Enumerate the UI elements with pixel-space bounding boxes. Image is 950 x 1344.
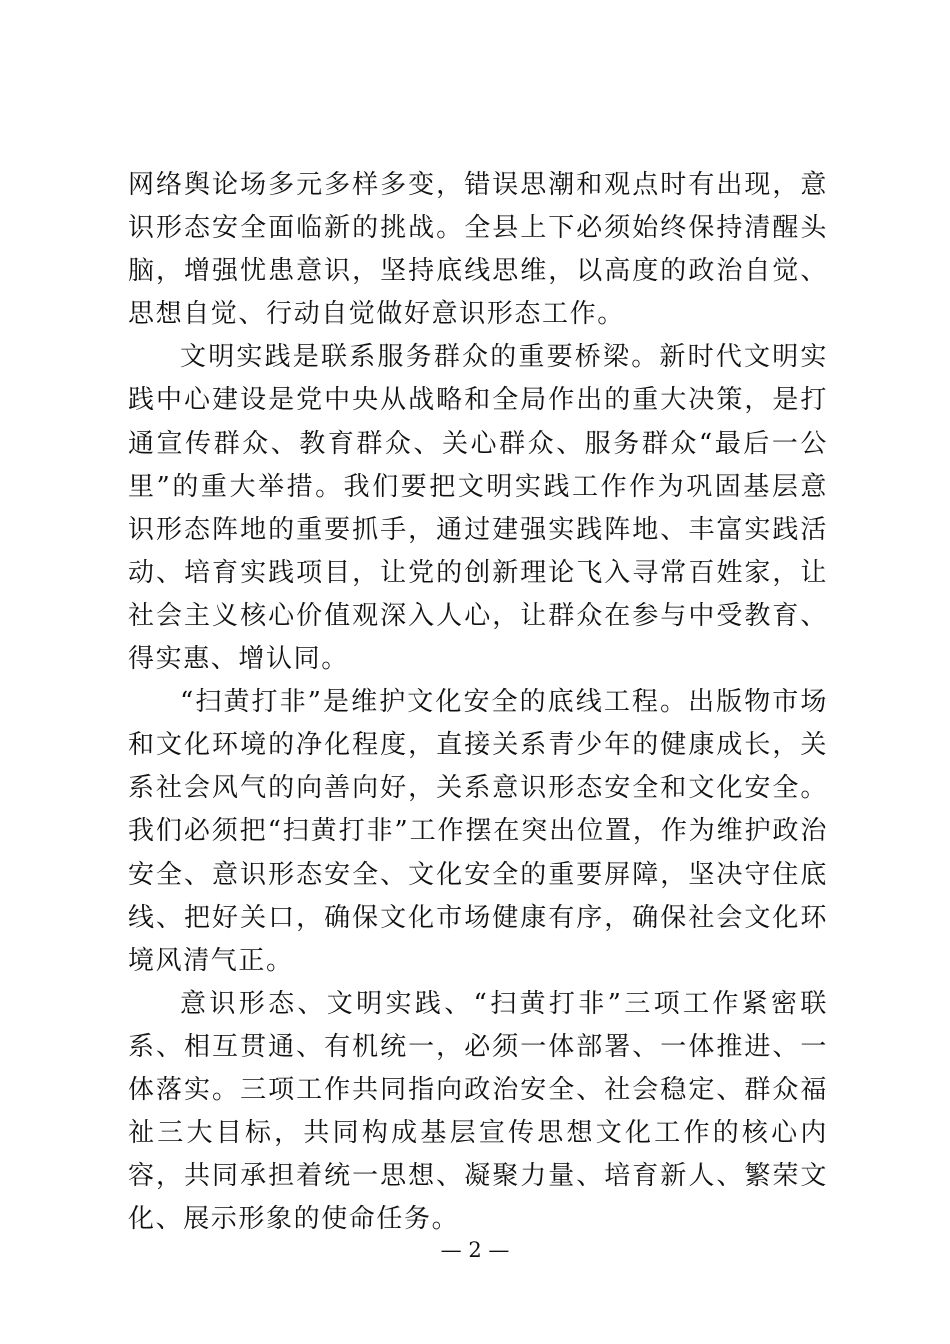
page-number: — 2 — bbox=[440, 1238, 510, 1262]
document-body bbox=[128, 164, 828, 1241]
paragraph-anti-pornography: “扫黄打非”是维护文化安全的底线工程。出版物市场和文化环境的净化程度，直接关系青少年的健康成长，关系社会风气的向善向好，关系意识形态安全和文化安全。我们必须把“扫黄打非”工作摆在突出位置，作为维护政治安全、意识形态安全、文化安全的重要屏障，坚决守住底线、把好关口，确保文化市场健康有序，确保社会文化环境风清气正。 bbox=[128, 687, 828, 976]
paragraph-ideology-continued: 网络舆论场多元多样多变，错误思潮和观点时有出现，意识形态安全面临新的挑战。全县上下必须始终保持清醒头脑，增强忧患意识，坚持底线思维，以高度的政治自觉、思想自觉、行动自觉做好意识形态工作。 bbox=[128, 170, 828, 330]
paragraph-three-tasks: 意识形态、文明实践、“扫黄打非”三项工作紧密联系、相互贯通、有机统一，必须一体部署、一体推进、一体落实。三项工作共同指向政治安全、社会稳定、群众福祉三大目标，共同构成基层宣传思想文化工作的核心内容，共同承担着统一思想、凝聚力量、培育新人、繁荣文化、展示形象的使命任务。 bbox=[128, 988, 828, 1235]
paragraph-civilization-practice: 文明实践是联系服务群众的重要桥梁。新时代文明实践中心建设是党中央从战略和全局作出的重大决策，是打通宣传群众、教育群众、关心群众、服务群众“最后一公里”的重大举措。我们要把文明实践工作作为巩固基层意识形态阵地的重要抓手，通过建强实践阵地、丰富实践活动、培育实践项目，让党的创新理论飞入寻常百姓家，让社会主义核心价值观深入人心，让群众在参与中受教育、得实惠、增认同。 bbox=[128, 342, 828, 675]
